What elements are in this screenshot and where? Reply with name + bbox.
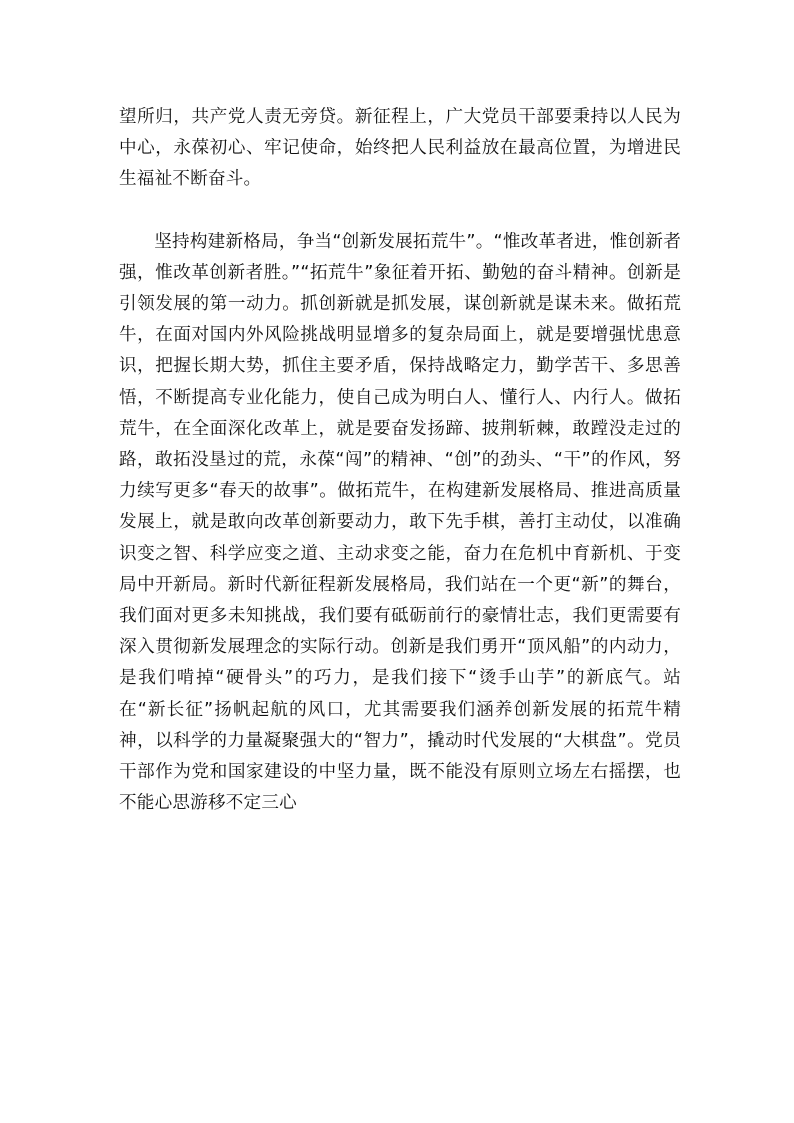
paragraph-2: 坚持构建新格局，争当“创新发展拓荒牛”。“惟改革者进，惟创新者强，惟改革创新者胜。”“拓荒牛”象征着开拓、勤勉的奋斗精神。创新是引领发展的第一动力。抓创新就是抓发展，谋创新就是谋未来。做拓荒牛，在面对国内外风险挑战明显增多的复杂局面上，就是要增强忧患意识，把握长期大势，抓住主要矛盾，保持战略定力，勤学苦干、多思善悟，不断提高专业化能力，使自己成为明白人、懂行人、内行人。做拓荒牛，在全面深化改革上，就是要奋发扬蹄、披荆斩棘，敢蹚没走过的路，敢拓没垦过的荒，永葆“闯”的精神、“创”的劲头、“干”的作风，努力续写更多“春天的故事”。做拓荒牛，在构建新发展格局、推进高质量发展上，就是敢向改革创新要动力，敢下先手棋，善打主动仗，以准确识变之智、科学应变之道、主动求变之能，奋力在危机中育新机、于变局中开新局。新时代新征程新发展格局，我们站在一个更“新”的舞台，我们面对更多未知挑战，我们要有砥砺前行的豪情壮志，我们更需要有深入贯彻新发展理念的实际行动。创新是我们勇开“顶风船”的内动力，是我们啃掉“硬骨头”的巧力，是我们接下“烫手山芋”的新底气。站在“新长征”扬帆起航的风口，尤其需要我们涵养创新发展的拓荒牛精神，以科学的力量凝聚强大的“智力”，撬动时代发展的“大棋盘”。党员干部作为党和国家建设的中坚力量，既不能没有原则立场左右摇摆，也不能心思游移不定三心 [119,231,681,814]
paragraph-1: 望所归，共产党人责无旁贷。新征程上，广大党员干部要秉持以人民为中心，永葆初心、牢记使命，始终把人民利益放在最高位置，为增进民生福祉不断奋斗。 [119,107,681,190]
document-page [119,102,681,819]
